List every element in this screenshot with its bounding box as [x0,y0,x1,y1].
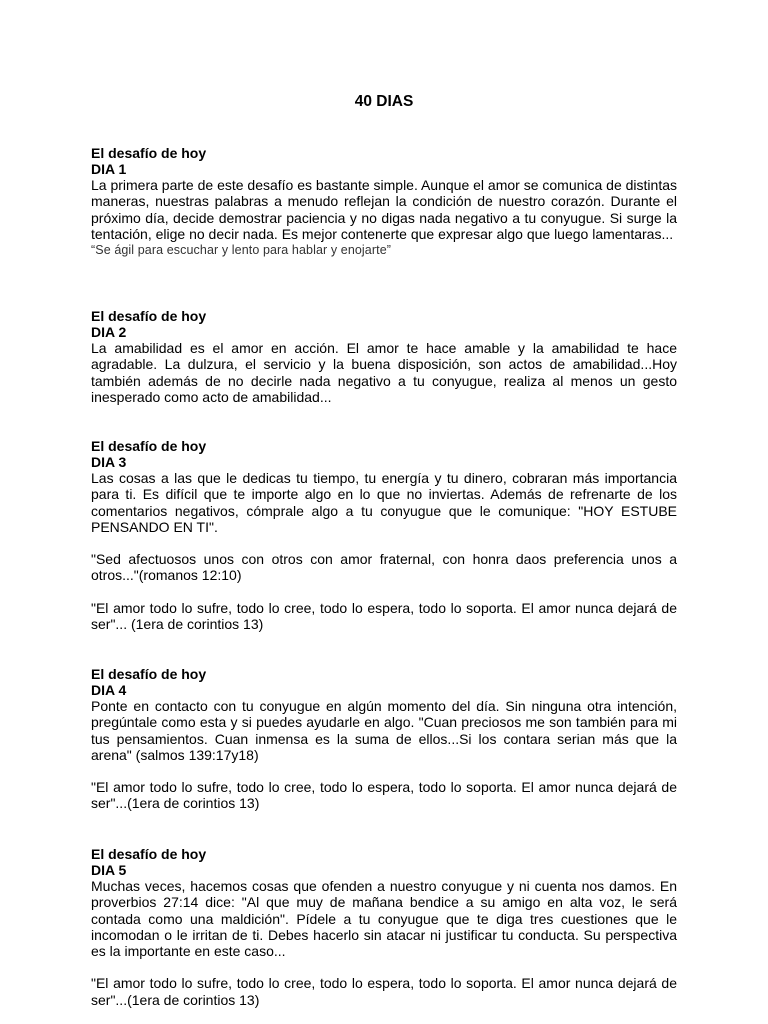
day-section-5 [91,846,677,1008]
document-title: 40 DIAS [354,93,414,110]
day-label: DIA 4 [91,682,127,698]
day-label: DIA 1 [91,161,127,177]
section-paragraph: "El amor todo lo sufre, todo lo cree, todo lo espera, todo lo soporta. El amor nunca dejará de ser"... (1era de corintios 13) [91,599,677,633]
day-section-4 [91,666,677,812]
section-heading: El desafío de hoy [91,145,207,161]
section-quote: “Se ágil para escuchar y lento para hablar y enojarte” [91,243,392,258]
section-paragraph: "Sed afectuosos unos con otros con amor fraternal, con honra daos preferencia unos a otros..."(romanos 12:10) [91,551,677,584]
section-paragraph: La primera parte de este desafío es bastante simple. Aunque el amor se comunica de distintas maneras, nuestras palabras a menudo reflejan la condición de nuestro corazón. Durante el próximo día, decide demostrar paciencia y no digas nada negativo a tu conyugue. Si surge la tentación, elige no decir nada. Es mejor contenerte que expresar algo que luego lamentaras... [91,177,678,242]
section-paragraph: Muchas veces, hacemos cosas que ofenden a nuestro conyugue y ni cuenta nos damos. En proverbios 27:14 dice: "Al que muy de mañana bendice a su amigo en alta voz, le será contada como una maldición". Pídele a tu conyugue que te diga tres cuestiones que le incomodan o le irritan de ti. Debes hacerlo sin atacar ni justificar tu conducta. Su perspectiva es la importante en este caso... [91,878,677,960]
section-heading: El desafío de hoy [91,438,207,454]
day-label: DIA 5 [91,862,127,878]
day-section-2 [91,308,677,405]
section-paragraph: "El amor todo lo sufre, todo lo cree, todo lo espera, todo lo soporta. El amor nunca dejará de ser"...(1era de corintios 13) [91,779,677,812]
section-paragraph: Las cosas a las que le dedicas tu tiempo, tu energía y tu dinero, cobraran más importancia para ti. Es difícil que te importe algo en lo que no inviertas. Además de refrenarte de los comentarios negativos, cómprale algo a tu conyugue que le comunique: "HOY ESTUBE PENSANDO EN TI". [91,470,677,535]
section-heading: El desafío de hoy [91,846,207,862]
section-paragraph: Ponte en contacto con tu conyugue en algún momento del día. Sin ninguna otra intención, pregúntale como esta y si puedes ayudarle en algo. "Cuan preciosos me son también para mi tus pensamientos. Cuan inmensa es la suma de ellos...Si los contara serian más que la arena" (salmos 139:17y18) [91,698,677,763]
day-label: DIA 2 [91,324,127,340]
day-section-1 [91,145,677,258]
section-heading: El desafío de hoy [91,308,207,324]
day-section-3 [91,438,677,632]
day-label: DIA 3 [91,454,127,470]
section-heading: El desafío de hoy [91,666,207,682]
section-paragraph: "El amor todo lo sufre, todo lo cree, todo lo espera, todo lo soporta. El amor nunca dejará de ser"...(1era de corintios 13) [91,975,677,1008]
section-paragraph: La amabilidad es el amor en acción. El amor te hace amable y la amabilidad te hace agradable. La dulzura, el servicio y la buena disposición, son actos de amabilidad...Hoy también además de no decirle nada negativo a tu conyugue, realiza al menos un gesto inesperado como acto de amabilidad... [91,340,677,405]
